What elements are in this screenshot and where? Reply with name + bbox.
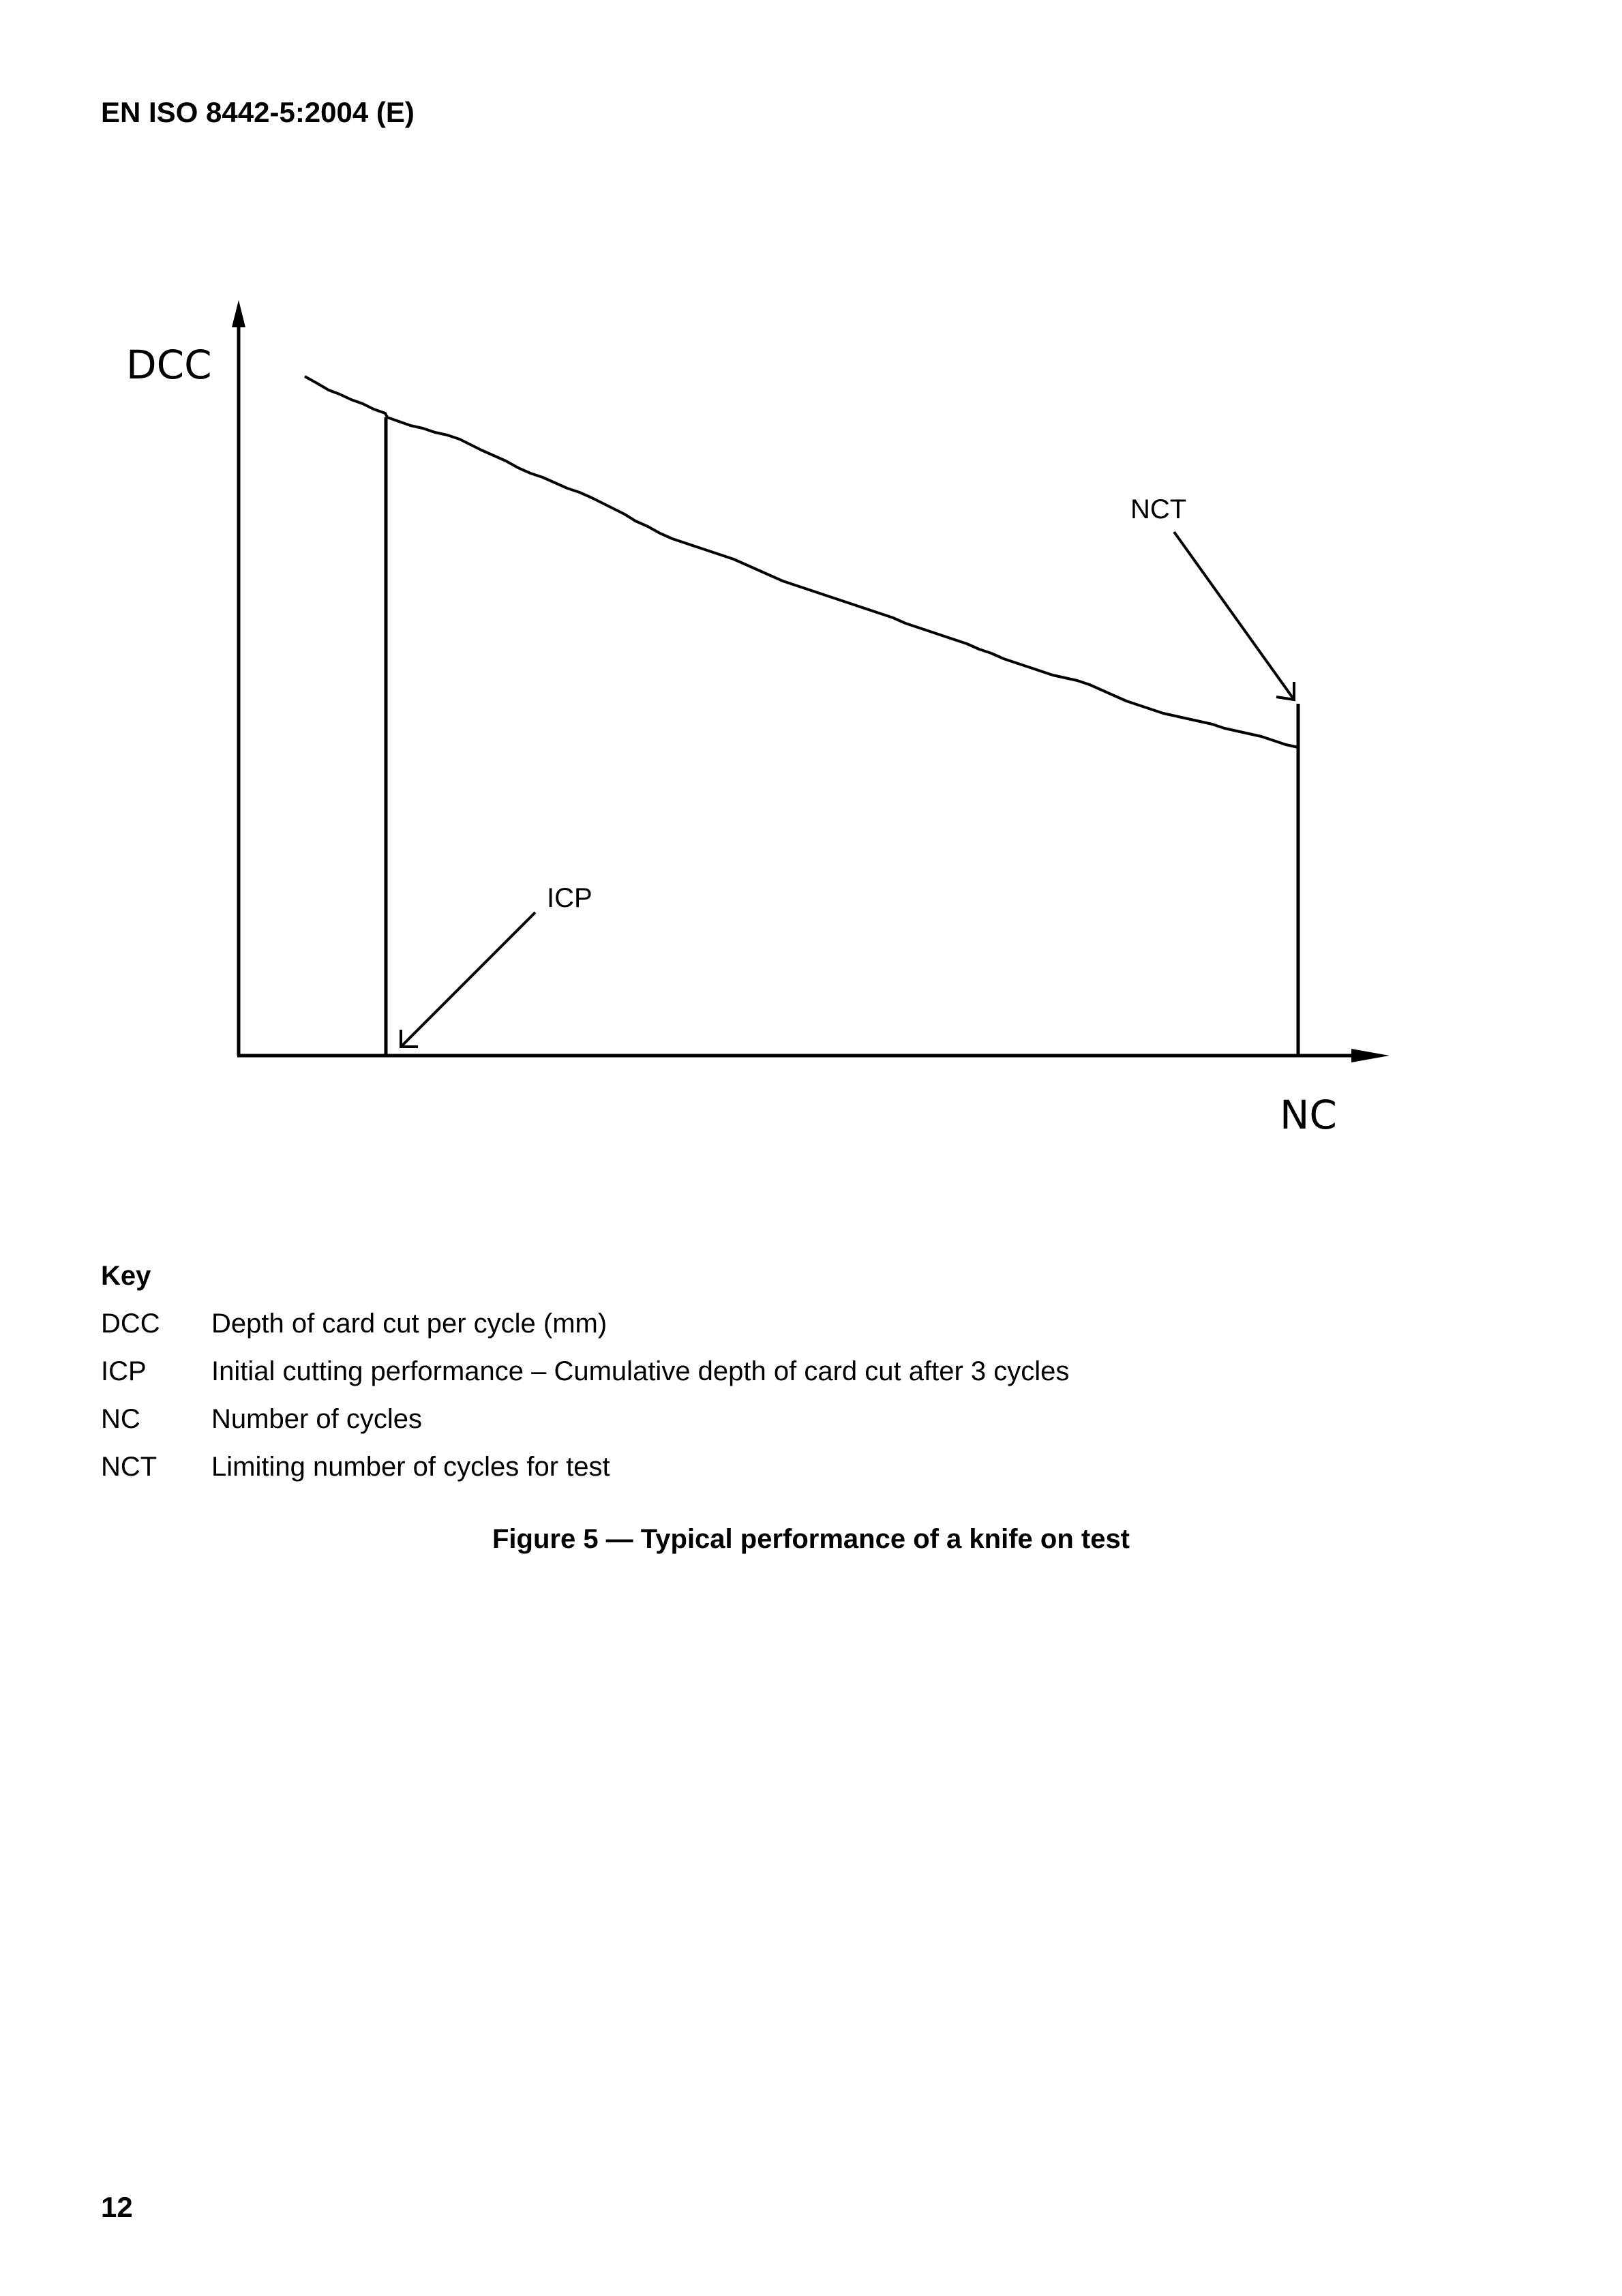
performance-curve	[305, 376, 1298, 747]
key-entry	[101, 1395, 1069, 1443]
key-abbreviation: NCT	[101, 1452, 157, 1482]
icp-pointer-line	[401, 912, 535, 1047]
x-axis-arrowhead	[1351, 1049, 1390, 1062]
y-axis-arrowhead	[232, 300, 245, 327]
key-abbreviation: DCC	[101, 1309, 160, 1339]
key-definition: Initial cutting performance – Cumulative depth of card cut after 3 cycles	[211, 1356, 1070, 1386]
key-abbreviation: NC	[101, 1404, 140, 1434]
key-definition: Limiting number of cycles for test	[211, 1452, 610, 1482]
key-title: Key	[101, 1261, 151, 1291]
figure-caption: Figure 5 — Typical performance of a knife on test	[492, 1524, 1130, 1554]
icp-label: ICP	[547, 883, 592, 913]
document-header: EN ISO 8442-5:2004 (E)	[101, 96, 415, 128]
key-definition: Number of cycles	[211, 1404, 422, 1434]
nct-label: NCT	[1130, 494, 1187, 524]
y-axis-label: DCC	[126, 342, 212, 388]
key-entry	[101, 1300, 1069, 1347]
page-number: 12	[101, 2191, 133, 2223]
key-definition: Depth of card cut per cycle (mm)	[211, 1309, 607, 1339]
key-entry	[101, 1443, 1069, 1491]
x-axis-label: NC	[1280, 1092, 1337, 1138]
key-entry	[101, 1347, 1069, 1395]
nct-pointer-line	[1174, 532, 1294, 700]
figure-key	[101, 1252, 1069, 1491]
key-abbreviation: ICP	[101, 1356, 147, 1386]
